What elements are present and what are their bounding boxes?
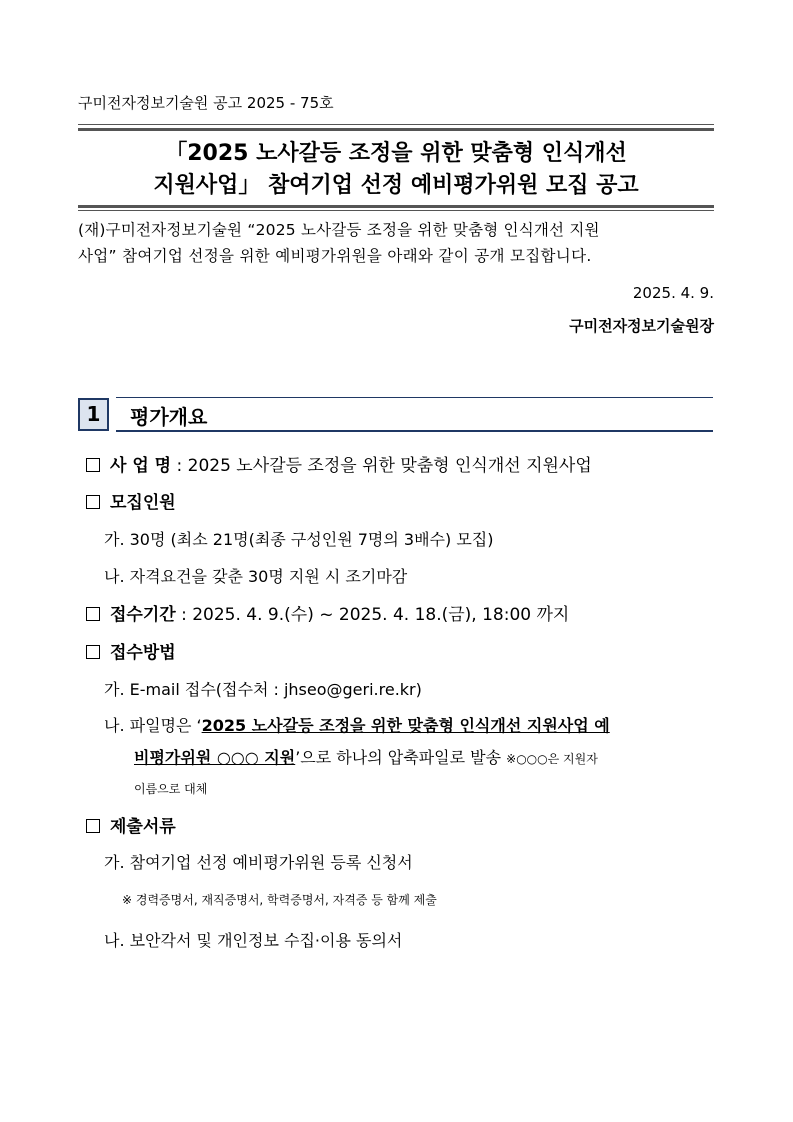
- section-header-top-line: [116, 397, 713, 398]
- filename-format-part1: 2025 노사갈등 조정을 위한 맞춤형 인식개선 지원사업 예: [201, 716, 610, 735]
- document-title-line1: 「2025 노사갈등 조정을 위한 맞춤형 인식개선: [165, 141, 627, 166]
- method-item-b-note1: ※○○○은 지원자: [506, 752, 598, 766]
- checkbox-icon: [86, 645, 100, 659]
- method-item-b-suffix: ’으로 하나의 압축파일로 발송: [295, 748, 502, 767]
- section-header-underline: [116, 430, 713, 432]
- period-value: : 2025. 4. 9.(수) ~ 2025. 4. 18.(금), 18:00 까지: [175, 605, 570, 625]
- method-item-b-line2: [134, 745, 598, 768]
- title-rule-top-thin: [78, 124, 714, 125]
- method-label: 접수방법: [110, 643, 176, 663]
- intro-text-line1: (재)구미전자정보기술원 “2025 노사갈등 조정을 위한 맞춤형 인식개선 지원: [78, 221, 600, 239]
- section-number-box: 1: [78, 398, 109, 431]
- recruit-item-a: 가. 30명 (최소 21명(최종 구성인원 7명의 3배수) 모집): [104, 530, 494, 549]
- notice-number: 구미전자정보기술원 공고 2025 - 75호: [78, 94, 334, 112]
- method-item-b-prefix: 나. 파일명은 ‘: [104, 716, 202, 735]
- docs-item-a-note: ※ 경력증명서, 재직증명서, 학력증명서, 자격증 등 함께 제출: [122, 893, 437, 907]
- docs-label: 제출서류: [110, 817, 176, 837]
- period-label: 접수기간: [110, 605, 176, 625]
- section-title: 평가개요: [130, 405, 208, 429]
- checkbox-icon: [86, 607, 100, 621]
- document-title-line2: 지원사업」 참여기업 선정 예비평가위원 모집 공고: [153, 173, 639, 198]
- docs-item-b: 나. 보안각서 및 개인정보 수집·이용 동의서: [104, 931, 403, 950]
- title-rule-bottom-thin: [78, 210, 714, 211]
- recruit-item: [86, 488, 176, 513]
- filename-format-part2: 비평가위원 ○○○ 지원: [134, 748, 296, 767]
- method-item: [86, 638, 176, 663]
- recruit-item-b: 나. 자격요건을 갖춘 30명 지원 시 조기마감: [104, 567, 408, 586]
- notice-date: 2025. 4. 9.: [632, 284, 714, 302]
- period-item: [86, 600, 569, 625]
- docs-item-a: 가. 참여기업 선정 예비평가위원 등록 신청서: [104, 853, 413, 872]
- docs-item: [86, 812, 176, 837]
- project-name-item: [86, 451, 592, 476]
- checkbox-icon: [86, 458, 100, 472]
- title-rule-top-thick: [78, 128, 714, 131]
- checkbox-icon: [86, 495, 100, 509]
- intro-text-line2: 사업” 참여기업 선정을 위한 예비평가위원을 아래와 같이 공개 모집합니다.: [78, 247, 592, 265]
- method-item-b-line1: [104, 713, 610, 736]
- method-item-a: 가. E-mail 접수(접수처 : jhseo@geri.re.kr): [104, 680, 422, 699]
- project-name-label: 사 업 명: [110, 456, 172, 476]
- issuer-name: 구미전자정보기술원장: [569, 317, 714, 335]
- title-rule-bottom-thick: [78, 205, 714, 208]
- project-name-value: : 2025 노사갈등 조정을 위한 맞춤형 인식개선 지원사업: [171, 456, 592, 476]
- recruit-label: 모집인원: [110, 493, 176, 513]
- method-item-b-note2: 이름으로 대체: [134, 782, 208, 796]
- checkbox-icon: [86, 819, 100, 833]
